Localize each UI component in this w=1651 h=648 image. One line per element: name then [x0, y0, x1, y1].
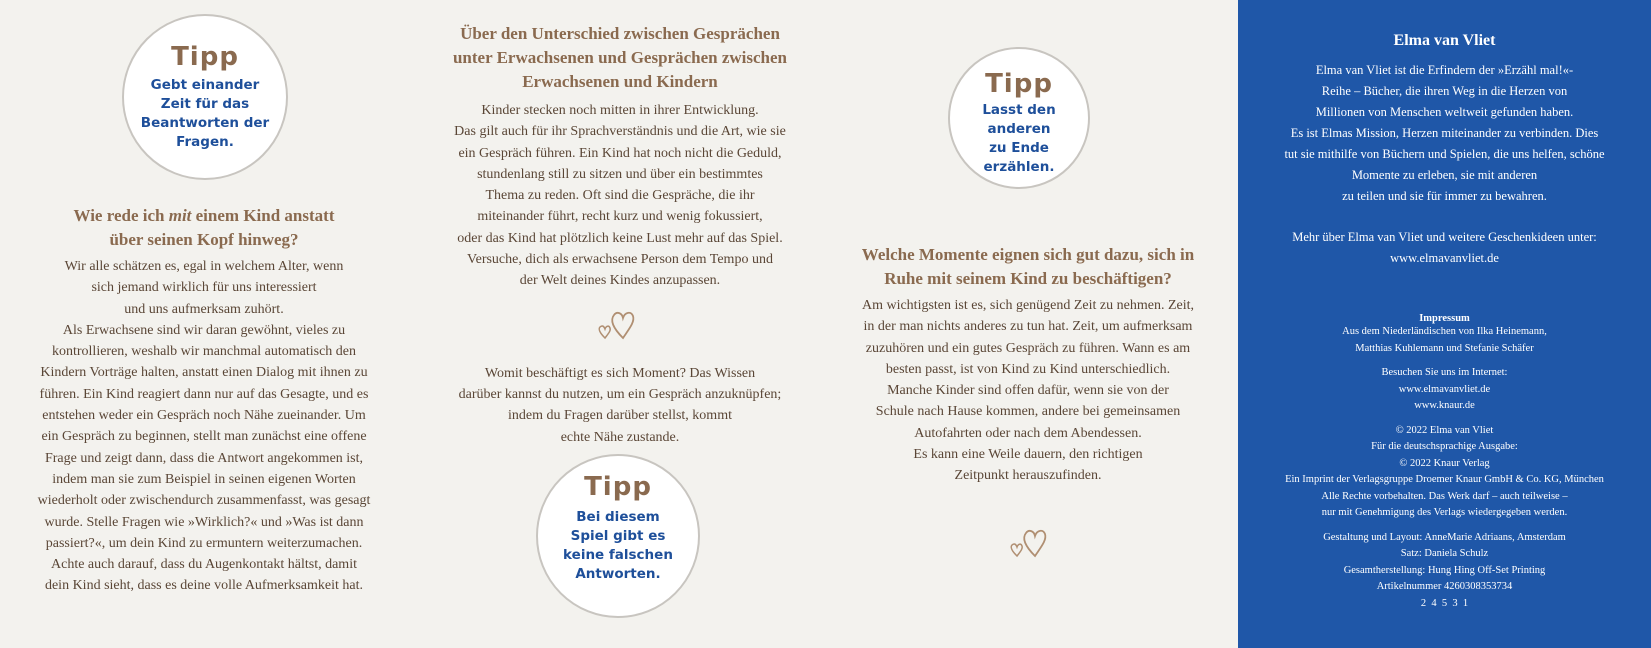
text-line: besten passt, ist von Kind zu Kind unterschiedlich.	[885, 361, 1171, 377]
text-line: Das gilt auch für ihr Sprachverständnis und die Art, wie sie	[454, 124, 786, 140]
text-line: darüber kannst du nutzen, um ein Gespräch anzuknüpfen;	[458, 386, 782, 402]
tip-line: Spiel gibt es	[570, 528, 666, 544]
print-run: 2 4 5 3 1	[1420, 597, 1469, 609]
tip-text	[124, 76, 286, 152]
impressum-line: Für die deutschsprachige Ausgabe:	[1371, 441, 1518, 452]
text-line: Autofahrten oder nach dem Abendessen.	[914, 425, 1142, 441]
heading-text: Ruhe mit seinem Kind zu beschäftigen?	[884, 269, 1172, 288]
text-line: Achte auch darauf, dass du Augenkontakt hältst, damit	[51, 557, 357, 573]
text-line: der Welt deines Kindes anzupassen.	[519, 273, 721, 289]
text-line: passiert?«, um dein Kind zu ermuntern weiterzumachen.	[45, 535, 363, 551]
tip-line: Antworten.	[575, 566, 661, 582]
impressum-line: www.knaur.de	[1414, 400, 1475, 411]
text-line: führen. Ein Kind reagiert dann nur auf das Gesagte, und es	[39, 386, 369, 402]
text-line: ein Gespräch führen. Ein Kind hat noch nicht die Geduld,	[458, 145, 782, 161]
tip-line: erzählen.	[983, 159, 1055, 175]
section-body-2	[425, 363, 815, 448]
text-line: Kindern Vorträge halten, anstatt einen Dialog mit ihnen zu	[40, 365, 368, 381]
tip-line: keine falschen	[563, 547, 673, 563]
text-line: Kinder stecken noch mitten in ihrer Entwicklung.	[481, 103, 759, 118]
impressum-copyright	[1238, 423, 1651, 522]
text-line: wiederholt oder zwischendurch zusammenfasst, was gesagt	[37, 493, 371, 509]
tip-text	[950, 101, 1088, 177]
impressum-line: Gesamtherstellung: Hung Hing Off-Set Printing	[1343, 564, 1546, 576]
text-line: dein Kind sieht, dass es deine volle Aufmerksamkeit hat.	[44, 578, 364, 594]
impressum-line: Matthias Kuhlemann und Stefanie Schäfer	[1355, 342, 1534, 354]
heading-text: Erwachsenen und Kindern	[522, 72, 718, 91]
text-line: Womit beschäftigt es sich Moment? Das Wissen	[484, 365, 756, 381]
bio-line: Reihe – Bücher, die ihren Weg in die Herzen von	[1321, 84, 1568, 98]
impressum-title: Impressum	[1419, 313, 1470, 324]
impressum-line: © 2022 Elma van Vliet	[1395, 424, 1494, 436]
bio-line: Millionen von Menschen weltweit gefunden haben.	[1315, 105, 1574, 119]
author-bio	[1238, 60, 1651, 207]
section-heading	[10, 204, 398, 252]
section-talk-with-child	[10, 204, 398, 597]
heading-text: einem Kind anstatt	[191, 206, 335, 225]
impressum-line: Gestaltung und Layout: AnneMarie Adriaans, Amsterdam	[1323, 531, 1566, 543]
tip-line: zu Ende	[989, 140, 1049, 156]
text-line: Frage und zeigt dann, dass die Antwort angekommen ist,	[44, 450, 364, 466]
text-line: und uns aufmerksam zuhört.	[124, 301, 284, 317]
text-line: in der man nichts anderes zu tun hat. Zeit, um aufmerksam	[863, 319, 1193, 335]
text-line: Thema zu reden. Oft sind die Gespräche, die ihr	[485, 188, 755, 204]
bio-line: Es ist Elmas Mission, Herzen miteinander zu verbinden. Dies	[1290, 126, 1599, 140]
impressum-line: nur mit Genehmigung des Verlags wiedergegeben werden.	[1321, 507, 1568, 518]
text-line: Schule nach Hause kommen, andere bei gemeinsamen	[875, 404, 1181, 420]
text-line: Manche Kinder sind offen dafür, wenn sie von der	[887, 383, 1169, 399]
tip-line: Gebt einander	[150, 77, 260, 93]
section-body	[425, 100, 815, 292]
impressum-web	[1238, 365, 1651, 415]
impressum-line: © 2022 Knaur Verlag	[1399, 457, 1490, 469]
tip-title: Tipp	[171, 42, 239, 72]
section-difference-in-talks	[425, 22, 815, 448]
heading-text: Wie rede ich	[73, 206, 169, 225]
text-line: miteinander führt, recht kurz und wenig fokussiert,	[477, 209, 763, 225]
section-heading	[425, 22, 815, 94]
impressum-line: Aus dem Niederländischen von Ilka Heinemann,	[1342, 326, 1547, 337]
text-line: indem man sie zum Beispiel in seinen eigenen Worten	[52, 471, 356, 487]
text-line: oder das Kind hat plötzlich keine Lust mehr auf das Spiel.	[457, 230, 783, 246]
tip-line: Bei diesem	[576, 509, 660, 525]
tip-circle-1	[122, 14, 288, 180]
text-line: zuzuhören und ein gutes Gespräch zu führen. Wann es am	[865, 340, 1191, 356]
tip-circle-2	[948, 47, 1090, 189]
section-body	[843, 295, 1213, 487]
impressum-line: Besuchen Sie uns im Internet:	[1381, 367, 1508, 378]
more-line: Mehr über Elma van Vliet und weitere Geschenkideen unter:	[1292, 230, 1597, 244]
author-website: www.elmavanvliet.de	[1390, 251, 1499, 265]
tip-line: Beantworten der	[140, 115, 270, 131]
author-name: Elma van Vliet	[1393, 32, 1496, 49]
text-line: kontrollieren, weshalb wir manchmal automatisch den	[51, 344, 357, 360]
text-line: entstehen weder ein Gespräch noch Nähe zueinander. Um	[42, 408, 366, 424]
text-line: sich jemand wirklich für uns interessiert	[91, 280, 317, 296]
section-heading	[843, 243, 1213, 291]
impressum-translation	[1238, 324, 1651, 357]
text-line: Zeitpunkt herauszufinden.	[954, 468, 1102, 484]
heading-emphasis: mit	[168, 206, 192, 225]
impressum-credits	[1238, 530, 1651, 613]
tip-line: Lasst den	[982, 102, 1056, 118]
bio-line: tut sie mithilfe von Büchern und Spielen, die uns helfen, schöne	[1284, 147, 1605, 161]
section-good-moments	[843, 243, 1213, 487]
heading-text: unter Erwachsenen und Gesprächen zwischen	[452, 48, 788, 67]
heading-text: Welche Momente eignen sich gut dazu, sich in	[861, 245, 1195, 264]
tip-text	[538, 508, 698, 584]
tip-title: Tipp	[985, 69, 1053, 99]
author-more	[1238, 227, 1651, 269]
bio-line: Momente zu erleben, sie mit anderen	[1351, 168, 1538, 182]
tip-title: Tipp	[584, 472, 652, 502]
text-line: Es kann eine Weile dauern, den richtigen	[913, 447, 1143, 463]
hearts-icon	[1008, 520, 1050, 560]
impressum-line: Ein Imprint der Verlagsgruppe Droemer Knaur GmbH & Co. KG, München	[1285, 474, 1604, 485]
tip-line: Zeit für das	[160, 96, 250, 112]
heading-text: über seinen Kopf hinweg?	[109, 230, 299, 249]
text-line: Wir alle schätzen es, egal in welchem Alter, wenn	[64, 259, 344, 274]
tip-line: anderen	[987, 121, 1051, 137]
impressum-line: Alle Rechte vorbehalten. Das Werk darf – auch teilweise –	[1321, 490, 1568, 502]
hearts-icon	[596, 302, 638, 342]
author-panel	[1238, 0, 1651, 648]
text-line: wurde. Stelle Fragen wie »Wirklich?« und »Was ist dann	[44, 514, 364, 530]
text-line: stundenlang still zu sitzen und über ein bestimmtes	[477, 166, 763, 182]
text-line: indem du Fragen darüber stellst, kommt	[508, 408, 732, 424]
impressum-line: Artikelnummer 4260308353734	[1376, 581, 1513, 592]
tip-circle-3	[536, 454, 700, 618]
text-line: Als Erwachsene sind wir daran gewöhnt, vieles zu	[62, 322, 346, 338]
impressum-line: Satz: Daniela Schulz	[1400, 548, 1489, 559]
text-line: Am wichtigsten ist es, sich genügend Zeit zu nehmen. Zeit,	[861, 298, 1195, 313]
tip-line: Fragen.	[176, 134, 234, 150]
impressum-line: www.elmavanvliet.de	[1398, 383, 1491, 395]
bio-line: zu teilen und sie für immer zu bewahren.	[1342, 189, 1547, 203]
text-line: ein Gespräch zu beginnen, stellt man zunächst eine offene	[41, 429, 367, 445]
bio-line: Elma van Vliet ist die Erfindern der »Erzähl mal!«-	[1315, 63, 1574, 77]
text-line: echte Nähe zustande.	[560, 429, 680, 445]
heading-text: Über den Unterschied zwischen Gesprächen	[460, 24, 780, 43]
text-line: Versuche, dich als erwachsene Person dem Tempo und	[467, 252, 773, 268]
section-body	[10, 256, 398, 597]
